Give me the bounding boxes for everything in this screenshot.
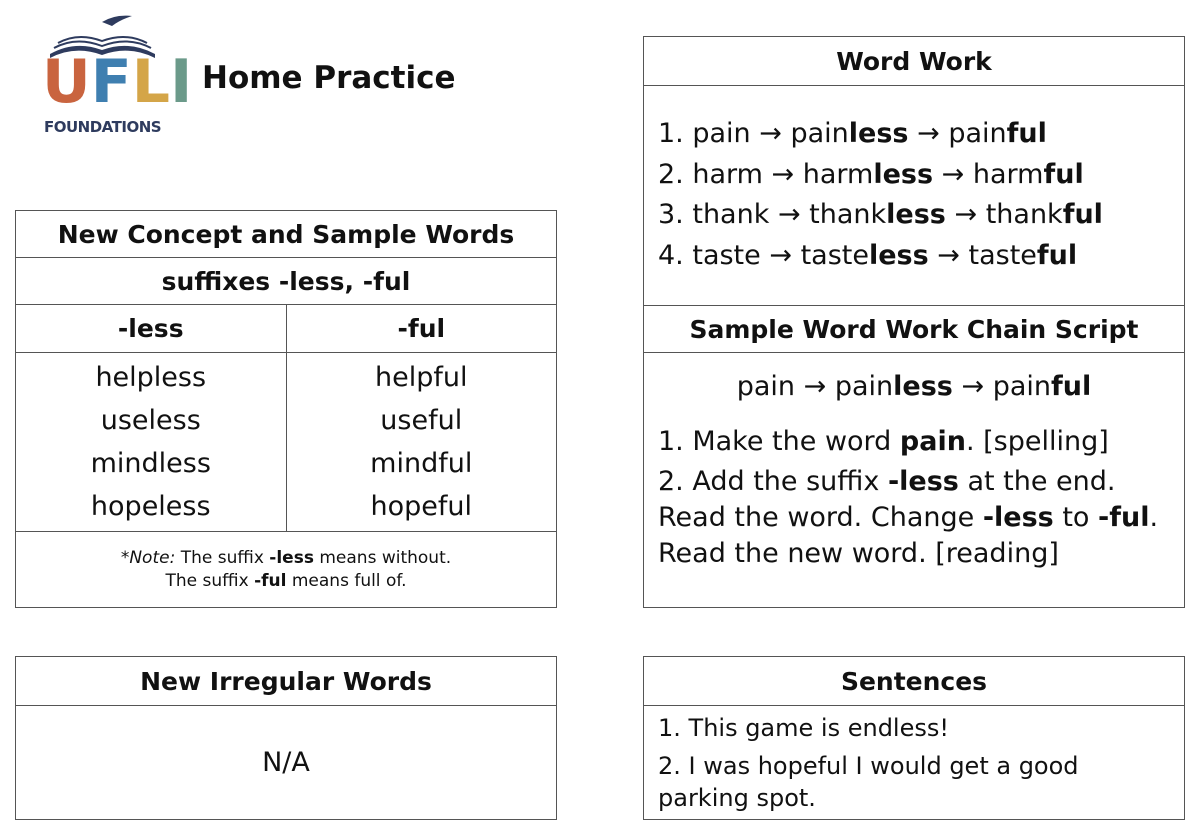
ful-word: helpful [375,362,468,393]
sentences-table [643,656,1185,820]
sentence-item: parking spot. [658,784,816,812]
concept-subheading: suffixes -less, -ful [16,258,556,305]
ful-word: useful [380,405,463,436]
irregular-words-table [15,656,557,820]
sentences-list [644,706,1184,814]
sample-words [16,353,556,532]
word-chain-item: 3. thank → thankless → thankful [658,199,1103,230]
script-step: 2. Add the suffix -less at the end. [658,466,1116,497]
ful-word: hopeful [370,491,472,522]
sentence-item: 2. I was hopeful I would get a good [658,752,1079,780]
sentences-heading: Sentences [644,657,1184,706]
concept-column-headers [16,305,556,353]
logo-letter-i: I [169,47,193,117]
script-chain: pain → painless → painful [736,371,1092,402]
word-chain-list [644,86,1184,306]
less-word: hopeless [90,491,211,522]
less-word: useless [100,405,201,436]
less-words-column [16,353,287,531]
word-work-table [643,36,1185,608]
ful-word: mindful [370,448,473,479]
word-chain-item: 1. pain → painless → painful [658,118,1047,149]
word-work-heading: Word Work [644,37,1184,86]
irregular-heading: New Irregular Words [16,657,556,706]
page-title: Home Practice [202,60,456,96]
note-line-1: *Note: The suffix -less means without. [120,547,452,568]
word-chain-item: 4. taste → tasteless → tasteful [658,239,1078,271]
logo-letters [42,47,193,117]
word-chain-item: 2. harm → harmless → harmful [658,158,1084,190]
note-line-2: The suffix -ful means full of. [165,570,407,591]
less-word: helpless [95,362,207,393]
sentence-item: 1. This game is endless! [658,714,949,742]
script-step: 1. Make the word pain. [spelling] [658,426,1109,457]
ful-words-column [287,353,557,531]
script-steps [644,402,1184,572]
script-heading: Sample Word Work Chain Script [644,306,1184,353]
ufli-logo [40,12,193,142]
script-step: Read the word. Change -less to -ful. [658,502,1159,533]
column-header-less: -less [16,305,287,352]
column-header-ful: -ful [397,314,446,343]
concept-table [15,210,557,608]
less-word: mindless [90,448,211,479]
irregular-value: N/A [262,746,310,778]
logo-letter-l: L [131,47,170,117]
logo-letter-f: F [90,47,132,117]
script-step: Read the new word. [reading] [658,538,1059,569]
logo-letter-u: U [42,47,91,117]
logo-subtitle: FOUNDATIONS [44,118,162,136]
concept-note [16,532,556,607]
concept-heading: New Concept and Sample Words [16,211,556,258]
